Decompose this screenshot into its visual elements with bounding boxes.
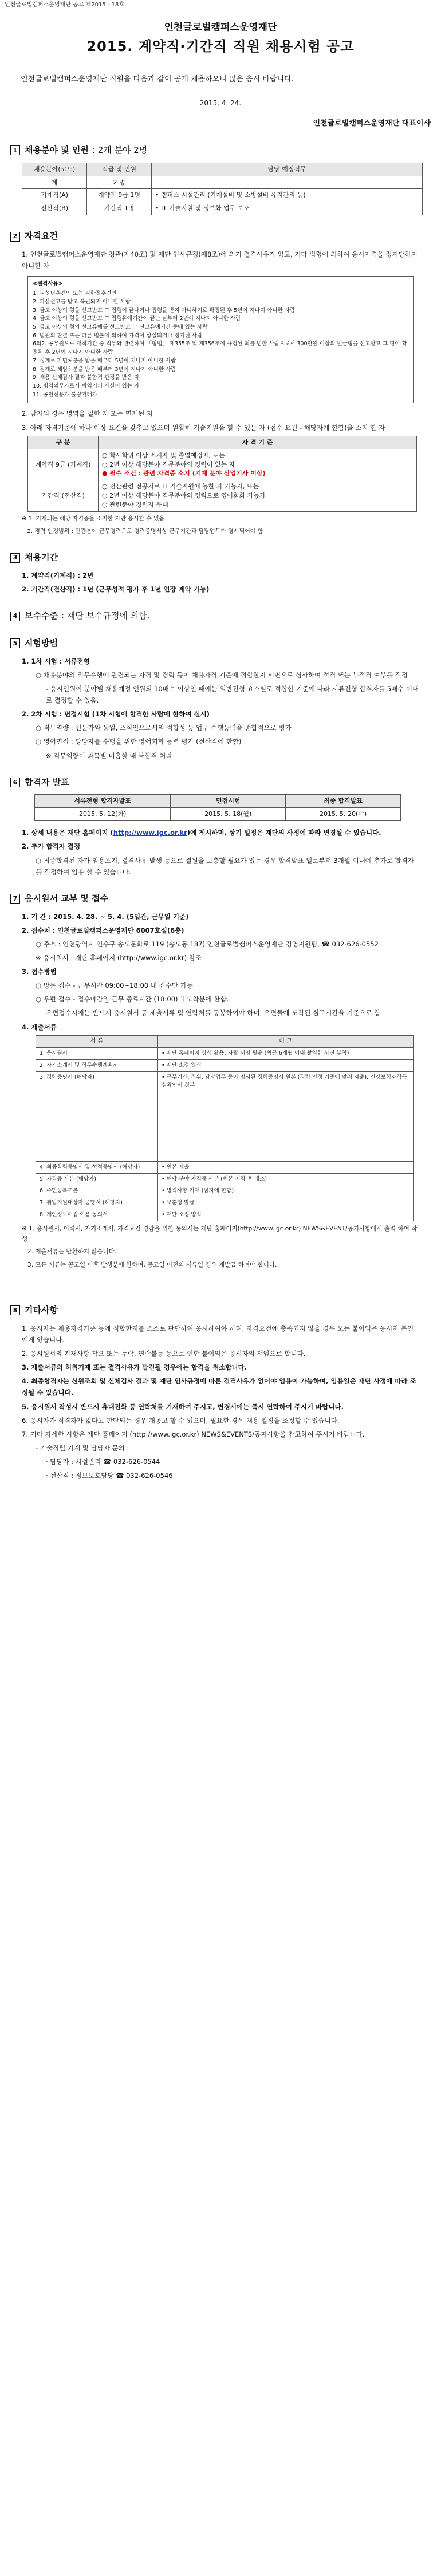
doc-note: • 근무기간, 직위, 담당업무 등이 명시된 경력증명서 원본 (경력 인정 기준에 맞춰 제출), 건강보험자격득실확인서 첨부	[158, 1071, 414, 1161]
col-header: 직급 및 인원	[87, 163, 152, 176]
method-detail: ○ 방문 접수 - 근무시간 09:00~18:00 내 접수만 가능	[36, 981, 193, 990]
criteria-line: ○ 학사학위 이상 소지자 및 졸업예정자, 또는	[102, 451, 225, 459]
additional-pass: 2. 추가 합격자 결정	[22, 842, 81, 851]
doc-note: • 병적사항 기재 (남자에 한함)	[158, 1185, 414, 1197]
recruitment-table	[22, 163, 423, 216]
exam-step: 1. 1차 시험 : 서류전형	[22, 657, 90, 665]
contacts-title: - 기술직렬 기계 및 담당자 문의 :	[36, 1443, 129, 1452]
qualification-table	[27, 436, 417, 512]
list-item: 2. 파산선고를 받고 복권되지 아니한 사람	[33, 298, 131, 305]
misc-item: 4. 최종합격자는 신원조회 및 신체검사 결과 및 재단 인사규정에 따른 결격사유가 없어야 임용이 가능하며, 임용일은 재단 사정에 따라 조정될 수 있습니다.	[22, 1377, 416, 1397]
intro-text: 인천글로벌캠퍼스운영재단 직원을 다음과 같이 공개 채용하오니 많은 응시 바랍니다.	[21, 74, 294, 84]
note: ※ 1. 기재되는 해당 자격증을 소지한 자만 응시할 수 있음.	[22, 516, 167, 523]
section-8-heading	[10, 1304, 441, 1317]
exam-detail: - 응시인원이 분야별 채용예정 인원의 10배수 이상인 때에는 일반전형 요소별로 적합한 기준에 따라 서류전형 합격자를 5배수 이내로 결정할 수 있음.	[46, 684, 419, 705]
schedule-table	[34, 794, 401, 821]
table-cell: • 캠퍼스 시설관리 (기계설비 및 소방설비 유지관리 등)	[152, 189, 423, 202]
table-cell: 전산직(B)	[22, 202, 87, 215]
application-method: 3. 접수방법	[22, 968, 57, 976]
section-title: 보수수준	[25, 610, 58, 621]
contact-line: · 전산직 : 정보보호담당 ☎ 032-626-0546	[46, 1472, 173, 1480]
contact-line: · 담당자 : 시설관리 ☎ 032-626-0544	[46, 1458, 160, 1466]
row-label: 계약직 9급 (기계직)	[28, 449, 99, 480]
criteria-line: ○ 2년 이상 해당분야 직무분야의 경력으로 영어회화 가능자	[102, 492, 266, 500]
section-title: 채용분야 및 인원	[25, 144, 89, 155]
doc-note: • 해당 분야 자격증 사본 (원본 지참 후 대조)	[158, 1173, 414, 1185]
application-address: ○ 주소 : 인천광역시 연수구 송도문화로 119 (송도동 187) 인천글로벌캠퍼스운영재단 경영지원팀, ☎ 032-626-0552	[36, 940, 379, 948]
section-number: 4	[10, 612, 20, 621]
notice-number: 인천글로벌캠퍼스운영재단 공고 제2015 - 18호	[0, 0, 441, 11]
table-cell: • IT 기술지원 및 정보화 업무 보조	[152, 202, 423, 215]
row-criteria	[99, 480, 417, 512]
col-header: 비 고	[158, 1035, 414, 1048]
section-5-heading	[10, 637, 441, 650]
doc-note: • 재단 소정 양식	[158, 1209, 414, 1221]
signature: 인천글로벌캠퍼스운영재단 대표이사	[313, 119, 431, 128]
page-title: 2015. 계약직·기간직 직원 채용시험 공고	[86, 38, 355, 55]
section-number: 3	[10, 553, 20, 563]
documents-note: 2. 제출서류는 반환하지 않습니다.	[22, 1248, 117, 1256]
empty-cell	[152, 176, 423, 189]
list-item: 7. 징계로 파면처분을 받은 때부터 5년이 지나지 아니한 사람	[33, 357, 176, 364]
qualification-3: 3. 아래 자격기준에 하나 이상 요건을 갖추고 있으며 원활히 기술지원을 할 수 있는 자 (접수 요건 - 해당자에 한함)을 소지 한 자	[22, 423, 385, 432]
doc-note: • 재단 홈페이지 양식 활용, 자필 서명 필수 (최근 6개월 이내 촬영한 사진 부착)	[158, 1048, 414, 1060]
disqualification-box	[27, 276, 414, 403]
qualification-1: 1. 인천글로벌캠퍼스운영재단 정관(제40조) 및 재단 인사규정(제8조)에 의거 결격사유가 없고, 기타 법령에 의하여 응시자격을 정지당하지 아니한 자	[22, 250, 418, 270]
documents-note: 3. 모든 서류는 공고일 이후 발행분에 한하며, 공고일 이전의 서류일 경우 재발급 하여야 합니다.	[22, 1261, 277, 1268]
doc-name: 8. 개인정보수집·이용 동의서	[36, 1209, 158, 1221]
section-title: 기타사항	[25, 1305, 58, 1316]
section-number: 2	[10, 232, 20, 242]
section-number: 1	[10, 145, 20, 155]
section-number: 8	[10, 1305, 20, 1315]
doc-name: 1. 응시원서	[36, 1048, 158, 1060]
list-item: 10. 병역의무자로서 병역기피 사실이 있는 자	[33, 382, 140, 389]
doc-name: 5. 자격증 사본 (해당자)	[36, 1173, 158, 1185]
exam-detail: ○ 채용분야의 직무수행에 관련되는 자격 및 경력 등이 채용자격 기준에 적합한지 서면으로 심사하여 적격 또는 부적격 여부를 결정	[36, 670, 408, 679]
documents-title: 4. 제출서류	[22, 1023, 57, 1031]
announcement-note	[22, 827, 419, 838]
exam-detail: ※ 직무역량이 과목별 미흡할 때 불합격 처리	[46, 751, 172, 760]
doc-name: 4. 최종학력증명서 및 성적증명서 (해당자)	[36, 1161, 158, 1173]
misc-item: 3. 제출서류의 허위기재 또는 결격사유가 발견될 경우에는 합격을 취소합니다.	[22, 1363, 247, 1372]
method-detail: ○ 우편 접수 - 접수마감일 근무 종료시간 (18:00)내 도착분에 한함.	[36, 995, 229, 1004]
col-header: 면접시험	[171, 795, 286, 808]
list-item: 11. 공인신용자 불량거래자	[33, 391, 97, 398]
list-item: 5. 금고 이상의 형의 선고유예를 선고받고 그 선고유예기간 중에 있는 사람	[33, 324, 208, 330]
org-name: 인천글로벌캠퍼스운영재단	[164, 21, 277, 33]
col-header: 서 류	[36, 1035, 158, 1048]
period-item: 1. 계약직(기계직) : 2년	[22, 571, 94, 579]
list-item: 8. 징계로 해임처분을 받은 때부터 3년이 지나지 아니한 사람	[33, 366, 176, 373]
col-header: 서류전형 합격자발표	[35, 795, 171, 808]
exam-detail: ○ 직무역량 : 전문가와 동일, 조직인으로서의 적합성 등 업무 수행능력을 종합적으로 평가	[36, 724, 292, 732]
doc-name: 6. 주민등록초본	[36, 1185, 158, 1197]
note: 2. 경력 인정범위 : 민간분야 근무경력으로 경력증명서상 근무기간과 담당업무가 명시되어야 함	[22, 528, 263, 535]
criteria-line: ○ 관련분야 경력자 우대	[102, 501, 168, 509]
section-2-heading	[10, 230, 441, 243]
section-3-heading	[10, 551, 441, 564]
total-label: 계	[22, 176, 87, 189]
row-criteria	[99, 449, 417, 480]
exam-step: 2. 2차 시험 : 면접시험 (1차 시험에 합격한 사람에 한하여 실시)	[22, 710, 210, 719]
col-header: 최종 합격발표	[286, 795, 401, 808]
section-title: 응시원서 교부 및 접수	[25, 893, 109, 904]
col-header: 채용분야(코드)	[22, 163, 87, 176]
exam-detail: ○ 영어면접 : 당당자를 수행을 위한 영어회화 능력 평가 (전산직에 한함)	[36, 737, 242, 746]
section-6-heading	[10, 776, 441, 789]
application-period: 1. 기 간 : 2015. 4. 28. ~ 5. 4. (5일간, 근무일 기준)	[22, 912, 189, 921]
schedule-date: 2015. 5. 12(화)	[35, 808, 171, 821]
list-item: 9. 채용 신체검사 결과 불합격 판정을 받은 자	[33, 374, 140, 381]
method-detail: 우편접수시에는 반드시 응시원서 등 제출서류 및 연락처를 동봉하여야 하며, 우편물에 도착된 실무시간을 기준으로 함	[46, 1009, 381, 1017]
schedule-date: 2015. 5. 20(수)	[286, 808, 401, 821]
col-header: 담당 예정직무	[152, 163, 423, 176]
doc-name: 7. 취업지원대상자 증명서 (해당자)	[36, 1197, 158, 1209]
section-extra: : 2개 분야 2명	[92, 144, 148, 155]
application-place: 2. 접수처 : 인천글로벌캠퍼스운영재단 6007호실(6층)	[22, 926, 184, 934]
text-part: )에 게시하며, 상기 일정은 재단의 사정에 따라 변경될 수 있습니다.	[187, 829, 381, 837]
misc-item: 1. 응시자는 채용자격기준 등에 적합한지를 스스로 판단하여 응시하여야 하며, 자격요건에 충족되지 않을 경우 모든 불이익은 응시자 본인에게 있습니다.	[22, 1324, 414, 1344]
misc-item: 2. 응시원서의 기재사항 착오 또는 누락, 연락불능 등으로 인한 불이익은 응시자의 책임으로 합니다.	[22, 1350, 306, 1358]
section-4-heading	[10, 610, 441, 622]
col-header: 구 분	[28, 436, 99, 449]
documents-table	[36, 1035, 414, 1221]
criteria-line: ○ 2년 이상 해당분야 직무분야의 경력이 있는 자	[102, 460, 235, 468]
section-7-heading	[10, 893, 441, 905]
section-title: 시험방법	[25, 637, 58, 648]
list-item: 6. 법원의 판결 또는 다른 법률에 의하여 자격이 상실되거나 정지된 사람	[33, 332, 203, 339]
additional-pass-detail: ○ 최종합격된 자가 임용포기, 결격사유 발생 등으로 결원을 보충할 필요가 있는 경우 합격발표 일로부터 3개월 이내에 추가로 합격자를 결정하여 임용 할 수 있습니다.	[36, 856, 414, 876]
homepage-link[interactable]: http://www.igc.or.kr	[113, 829, 187, 837]
documents-note: ※ 1. 응시원서, 이력서, 자기소개서, 자격요건 경감을 위한 동의서는 재단 홈페이지(http://www.igc.or.kr) NEWS&EVENT/공지사항에서 출력 하여 작성	[22, 1225, 418, 1242]
text-part: 1. 상세 내용은 재단 홈페이지 (	[22, 829, 113, 837]
title-block	[0, 21, 441, 57]
period-item: 2. 기간직(전산직) : 1년 (근무성적 평가 후 1년 연장 계약 가능)	[22, 585, 210, 594]
doc-note: • 재단 소정 양식	[158, 1060, 414, 1072]
doc-note: • 보훈청 발급	[158, 1197, 414, 1209]
table-cell: 계약직 9급 1명	[87, 189, 152, 202]
criteria-line-required: ● 필수 조건 : 관련 자격증 소지 (기계 분야 산업기사 이상)	[102, 470, 266, 478]
section-title: 채용기간	[25, 552, 58, 563]
section-number: 7	[10, 894, 20, 904]
section-number: 6	[10, 778, 20, 787]
section-title: 자격요건	[25, 231, 58, 242]
qualification-2: 2. 남자의 경우 병역을 필한 자 또는 면제된 자	[22, 409, 153, 418]
list-item: 3. 금고 이상의 형을 선고받고 그 집행이 끝나거나 집행을 받지 아니하기로 확정된 후 5년이 지나지 아니한 사람	[33, 307, 296, 314]
table-cell: 기계직(A)	[22, 189, 87, 202]
row-label: 기간직 (전산직)	[28, 480, 99, 512]
misc-item: 5. 응시원서 작성시 반드시 휴대전화 등 연락처를 기재하여 주시고, 변경시에는 즉시 연락하여 주시기 바랍니다.	[22, 1402, 344, 1411]
doc-name: 2. 자기소개서 및 직무수행계획서	[36, 1060, 158, 1072]
total-value: 2 명	[87, 176, 152, 189]
col-header: 자 격 기 준	[99, 436, 417, 449]
table-cell: 기간직 1명	[87, 202, 152, 215]
application-form-note: ※ 응시원서 : 재단 홈페이지 (http://www.igc.or.kr) 참조	[36, 953, 202, 962]
schedule-date: 2015. 5. 18(월)	[171, 808, 286, 821]
list-item: 6의2. 공무원으로 재직기간 중 직무와 관련하여 「형법」 제355조 및 제356조에 규정된 죄를 범한 사람으로서 300만원 이상의 벌금형을 선고받고 그 형이 확정된 후 2년이 지나지 아니한 사람	[33, 341, 407, 356]
doc-note: • 원본 제출	[158, 1161, 414, 1173]
section-title: 합격자 발표	[25, 776, 69, 787]
list-item: 4. 금고 이상의 형을 선고받고 그 집행유예기간이 끝난 날부터 2년이 지나지 아니한 사람	[33, 315, 241, 322]
box-title: <결격사유>	[33, 281, 63, 287]
section-number: 5	[10, 638, 20, 648]
section-1-heading	[10, 144, 441, 157]
list-item: 1. 피성년후견인 또는 피한정후견인	[33, 290, 117, 297]
misc-item: 7. 기타 자세한 사항은 재단 홈페이지 (http://www.igc.or.kr) NEWS&EVENTS/공지사항을 참고하여 주시기 바랍니다.	[22, 1430, 365, 1438]
section-extra: : 재단 보수규정에 의함.	[61, 610, 150, 621]
misc-item: 6. 응시자가 적격자가 없다고 판단되는 경우 재공고 할 수 있으며, 필요한 경우 채용 일정을 조정할 수 있습니다.	[22, 1416, 340, 1425]
criteria-line: ○ 전산관련 전공자로 IT 기술지원에 능한 자 가능자, 또는	[102, 483, 259, 491]
doc-name: 3. 경력증명서 (해당자)	[36, 1071, 158, 1161]
notice-date: 2015. 4. 24.	[199, 98, 242, 107]
